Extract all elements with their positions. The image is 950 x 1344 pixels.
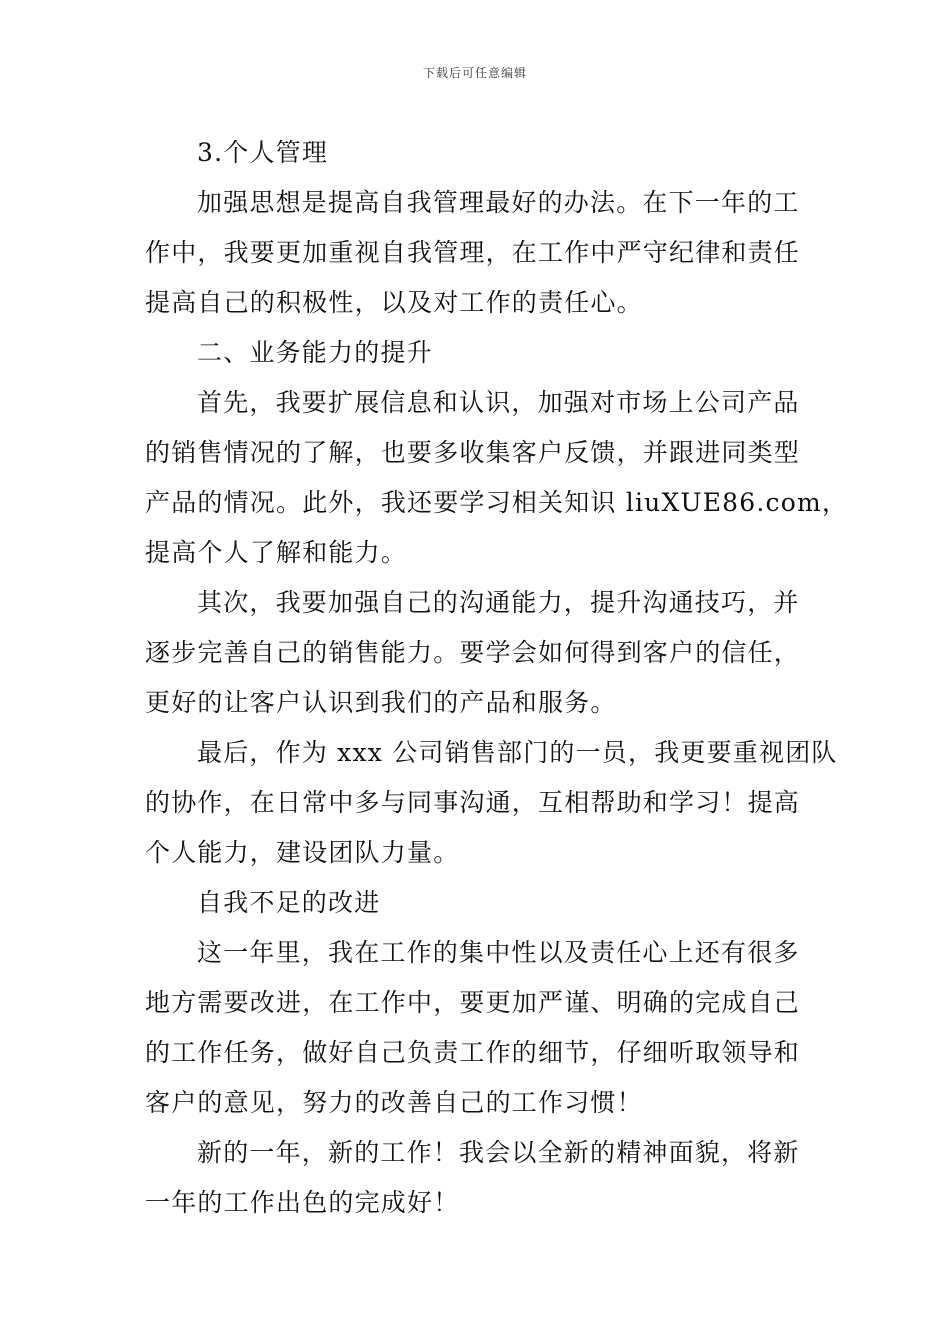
paragraph-line: 个人能力，建设团队力量。 (145, 838, 460, 867)
paragraph-line: 提高个人了解和能力。 (145, 538, 408, 567)
paragraph-line: 地方需要改进，在工作中，要更加严谨、明确的完成自己 (145, 988, 801, 1017)
paragraph-line: 这一年里，我在工作的集中性以及责任心上还有很多 (197, 938, 800, 967)
section-heading-business-ability: 二、业务能力的提升 (197, 338, 433, 367)
paragraph-line: 提高自己的积极性，以及对工作的责任心。 (145, 288, 643, 317)
section-heading-self-improvement: 自我不足的改进 (197, 888, 381, 917)
paragraph-line: 首先，我要扩展信息和认识，加强对市场上公司产品 (197, 388, 800, 417)
paragraph-line: 客户的意见，努力的改善自己的工作习惯！ (145, 1088, 643, 1117)
paragraph-line: 更好的让客户认识到我们的产品和服务。 (145, 688, 617, 717)
paragraph-line: 产品的情况。此外，我还要学习相关知识 liuXUE86.com， (145, 488, 849, 517)
paragraph-line: 作中，我要更加重视自我管理，在工作中严守纪律和责任 (145, 238, 801, 267)
paragraph-line: 其次，我要加强自己的沟通能力，提升沟通技巧，并 (197, 588, 800, 617)
header-note: 下载后可任意编辑 (422, 66, 527, 80)
paragraph-line: 新的一年，新的工作！我会以全新的精神面貌，将新 (197, 1138, 800, 1167)
paragraph-line: 加强思想是提高自我管理最好的办法。在下一年的工 (197, 188, 800, 217)
paragraph-line: 的工作任务，做好自己负责工作的细节，仔细听取领导和 (145, 1038, 801, 1067)
document-body (145, 128, 849, 1228)
section-heading-personal-management: 3.个人管理 (197, 138, 329, 167)
paragraph-line: 的销售情况的了解，也要多收集客户反馈，并跟进同类型 (145, 438, 801, 467)
paragraph-line: 一年的工作出色的完成好！ (145, 1188, 460, 1217)
paragraph-line: 最后，作为 xxx 公司销售部门的一员，我更要重视团队 (197, 738, 838, 767)
paragraph-line: 的协作，在日常中多与同事沟通，互相帮助和学习！提高 (145, 788, 801, 817)
paragraph-line: 逐步完善自己的销售能力。要学会如何得到客户的信任， (145, 638, 801, 667)
